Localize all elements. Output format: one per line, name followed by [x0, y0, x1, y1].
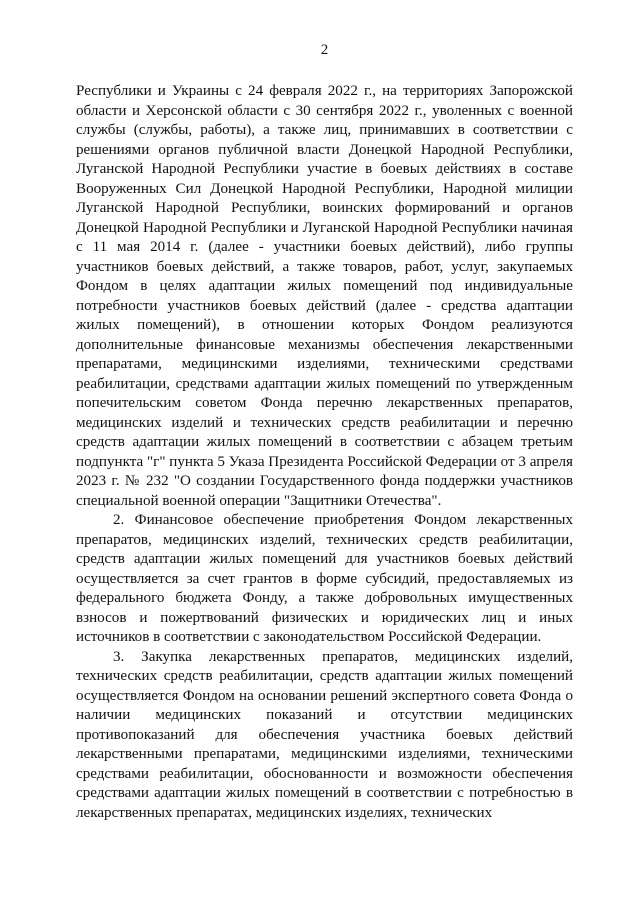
paragraph-2: 2. Финансовое обеспечение приобретения Фондом лекарственных препаратов, медицинских изделий, технических средств реабилитации, средств адаптации жилых помещений для участников боевых действий осуществляется за счет грантов в форме субсидий, предоставляемых из федерального бюджета Фонду, а также добровольных имущественных взносов и пожертвований физических и юридических лиц и иных источников в соответствии с законодательством Российской Федерации. [76, 512, 573, 645]
paragraph-continuation: Республики и Украины с 24 февраля 2022 г., на территориях Запорожской области и Херсонской области с 30 сентября 2022 г., уволенных с военной службы (службы, работы), а также лиц, принимавших в соответствии с решениями органов публичной власти Донецкой Народной Республики, Луганской Народной Республики участие в боевых действиях в составе Вооруженных Сил Донецкой Народной Республики, Народной милиции Луганской Народной Республики, воинских формирований и органов Донецкой Народной Республики и Луганской Народной Республики начиная с 11 мая 2014 г. (далее - участники боевых действий), либо группы участников боевых действий, а также товаров, работ, услуг, закупаемых Фондом в целях адаптации жилых помещений под индивидуальные потребности участников боевых действий (далее - средства адаптации жилых помещений), в отношении которых Фондом реализуются дополнительные финансовые механизмы обеспечения лекарственными препаратами, медицинскими изделиями, техническими средствами реабилитации, средствами адаптации жилых помещений по утвержденным попечительским советом Фонда перечню лекарственных препаратов, медицинских изделий и технических средств реабилитации и перечню средств адаптации жилых помещений в соответствии с абзацем третьим подпункта "г" пункта 5 Указа Президента Российской Федерации от 3 апреля 2023 г. № 232 "О создании Государственного фонда поддержки участников специальной военной операции "Защитники Отечества". [76, 83, 573, 509]
page-number: 2 [320, 42, 329, 58]
paragraph-3: 3. Закупка лекарственных препаратов, медицинских изделий, технических средств реабилитации, средств адаптации жилых помещений осуществляется Фондом на основании решений экспертного совета Фонда о наличии медицинских показаний и отсутствии медицинских противопоказаний для обеспечения участника боевых действий лекарственными препаратами, медицинскими изделиями, техническими средствами реабилитации, обоснованности и возможности обеспечения средствами адаптации жилых помещений в соответствии с потребностью в лекарственных препаратах, медицинских изделиях, технических [76, 648, 573, 821]
